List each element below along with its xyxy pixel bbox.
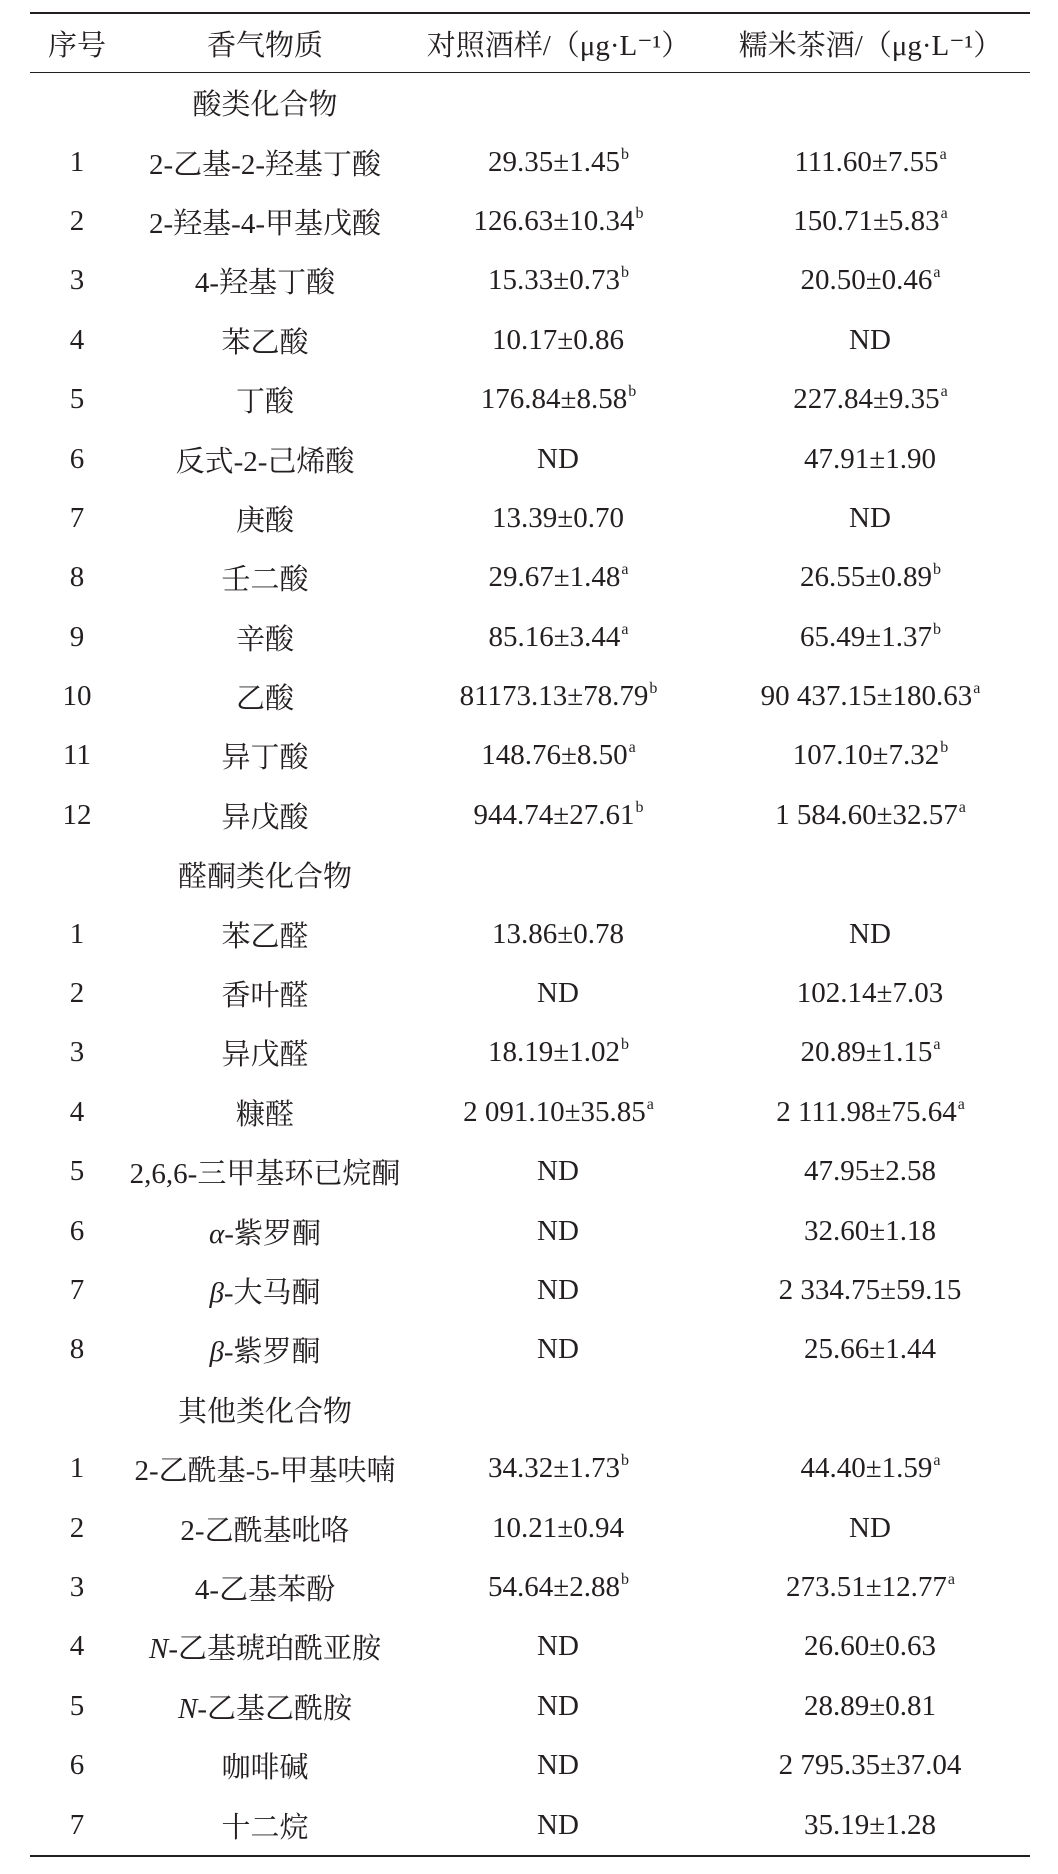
table-row bbox=[30, 251, 1030, 310]
table-row bbox=[30, 1439, 1030, 1498]
row-index: 12 bbox=[62, 798, 92, 831]
compound-name-cell bbox=[124, 1201, 406, 1260]
row-index: 2 bbox=[69, 204, 85, 237]
significance-letter: b bbox=[620, 1452, 629, 1470]
compound-name: 糠醛 bbox=[235, 1098, 294, 1131]
table-header-row bbox=[30, 13, 1030, 73]
compound-name-cell bbox=[124, 1498, 406, 1557]
category-label: 其他类化合物 bbox=[177, 1395, 352, 1428]
control-value-cell bbox=[406, 1142, 711, 1201]
significance-letter: b bbox=[932, 561, 941, 579]
compound-name: -乙基琥珀酰亚胺 bbox=[168, 1633, 381, 1666]
compound-name: 反式-2-己烯酸 bbox=[175, 445, 355, 478]
table-row bbox=[30, 964, 1030, 1023]
tea-wine-value: ND bbox=[849, 501, 891, 534]
significance-letter: b bbox=[932, 620, 941, 638]
tea-wine-value-cell bbox=[711, 1201, 1030, 1260]
compound-name-cell bbox=[124, 1795, 406, 1855]
control-value: 54.64±2.88 bbox=[488, 1570, 620, 1603]
significance-letter: b bbox=[628, 383, 637, 401]
table-row bbox=[30, 489, 1030, 548]
significance-letter: a bbox=[947, 1570, 956, 1588]
compound-name: 4-乙基苯酚 bbox=[194, 1573, 336, 1606]
control-value-cell bbox=[406, 786, 711, 845]
tea-wine-value: 150.71±5.83 bbox=[793, 204, 940, 237]
table-row bbox=[30, 370, 1030, 429]
control-value-cell bbox=[406, 904, 711, 963]
table-row bbox=[30, 1023, 1030, 1082]
tea-wine-value-cell bbox=[711, 1558, 1030, 1617]
compound-name-cell bbox=[124, 1142, 406, 1201]
row-index: 7 bbox=[69, 1274, 85, 1306]
significance-letter: a bbox=[933, 1036, 941, 1054]
control-value: 10.21±0.94 bbox=[492, 1511, 624, 1544]
aroma-compounds-table bbox=[30, 12, 1030, 1857]
table-row bbox=[30, 1795, 1030, 1855]
significance-letter: a bbox=[958, 798, 966, 816]
compound-name-cell bbox=[124, 904, 406, 963]
table-row bbox=[30, 1201, 1030, 1260]
table-row bbox=[30, 429, 1030, 488]
compound-name: 异戊醛 bbox=[221, 1039, 309, 1072]
tea-wine-value: 26.60±0.63 bbox=[804, 1630, 936, 1663]
row-index: 6 bbox=[69, 442, 85, 475]
tea-wine-value-cell bbox=[711, 251, 1030, 310]
control-value-cell bbox=[406, 1736, 711, 1795]
tea-wine-value: 111.60±7.55 bbox=[794, 145, 939, 178]
header-index: 序号 bbox=[30, 13, 124, 73]
compound-name-cell bbox=[124, 1261, 406, 1320]
control-value: 18.19±1.02 bbox=[488, 1036, 620, 1069]
significance-letter: a bbox=[621, 620, 629, 638]
tea-wine-value: ND bbox=[849, 323, 891, 356]
compound-name-cell bbox=[124, 132, 406, 191]
tea-wine-value: 65.49±1.37 bbox=[800, 620, 932, 653]
significance-letter: a bbox=[939, 145, 947, 163]
compound-name-cell bbox=[124, 192, 406, 251]
compound-name-cell bbox=[124, 548, 406, 607]
tea-wine-value: 47.91±1.90 bbox=[804, 442, 936, 475]
compound-name: 十二烷 bbox=[221, 1811, 309, 1844]
control-value: ND bbox=[537, 1333, 579, 1366]
tea-wine-value-cell bbox=[711, 1261, 1030, 1320]
compound-name-cell bbox=[124, 1439, 406, 1498]
table-row bbox=[30, 1558, 1030, 1617]
compound-name-cell bbox=[124, 1736, 406, 1795]
control-value-cell bbox=[406, 726, 711, 785]
compound-name: 异戊酸 bbox=[221, 801, 309, 834]
control-value-cell bbox=[406, 1677, 711, 1736]
table-body bbox=[30, 73, 1030, 1856]
tea-wine-value-cell bbox=[711, 548, 1030, 607]
control-value-cell bbox=[406, 1439, 711, 1498]
significance-letter: a bbox=[940, 383, 948, 401]
tea-wine-value-cell bbox=[711, 132, 1030, 191]
tea-wine-value-cell bbox=[711, 904, 1030, 963]
control-value: 10.17±0.86 bbox=[492, 323, 624, 356]
row-index: 2 bbox=[69, 977, 85, 1010]
tea-wine-value-cell bbox=[711, 429, 1030, 488]
compound-name-cell bbox=[124, 608, 406, 667]
significance-letter: a bbox=[621, 561, 629, 579]
tea-wine-value: 102.14±7.03 bbox=[796, 977, 944, 1010]
empty-cell bbox=[711, 845, 1030, 904]
row-index: 3 bbox=[69, 1570, 85, 1603]
category-index-cell bbox=[30, 845, 124, 904]
control-value-cell bbox=[406, 1320, 711, 1379]
control-value-cell bbox=[406, 1201, 711, 1260]
compound-name: 2-乙基-2-羟基丁酸 bbox=[149, 148, 381, 181]
empty-cell bbox=[406, 845, 711, 904]
control-value: ND bbox=[537, 1749, 579, 1782]
compound-name-cell bbox=[124, 667, 406, 726]
compound-prefix: N bbox=[148, 1633, 169, 1666]
tea-wine-value: 44.40±1.59 bbox=[800, 1452, 933, 1485]
row-index: 7 bbox=[30, 1795, 124, 1855]
tea-wine-value: 35.19±1.28 bbox=[804, 1808, 936, 1841]
tea-wine-value: ND bbox=[849, 1511, 891, 1544]
row-index: 7 bbox=[69, 501, 85, 534]
tea-wine-value: 2 334.75±59.15 bbox=[778, 1274, 962, 1306]
control-value: 81173.13±78.79 bbox=[459, 680, 649, 713]
table-row bbox=[30, 904, 1030, 963]
tea-wine-value: 2 111.98±75.64 bbox=[776, 1095, 957, 1128]
control-value: 34.32±1.73 bbox=[488, 1452, 620, 1485]
table-row bbox=[30, 667, 1030, 726]
category-index-cell bbox=[30, 1380, 124, 1439]
control-value: ND bbox=[537, 1689, 579, 1722]
category-label: 酸类化合物 bbox=[192, 89, 338, 122]
control-value: 13.86±0.78 bbox=[492, 917, 624, 950]
header-control-sample: 对照酒样/（μg·L⁻¹） bbox=[406, 13, 711, 73]
tea-wine-value-cell bbox=[711, 608, 1030, 667]
header-glutinous-rice-tea-wine: 糯米茶酒/（μg·L⁻¹） bbox=[711, 13, 1030, 73]
tea-wine-value: 28.89±0.81 bbox=[804, 1689, 936, 1722]
control-value-cell bbox=[406, 489, 711, 548]
control-value-cell bbox=[406, 548, 711, 607]
compound-name: 2,6,6-三甲基环已烷酮 bbox=[129, 1158, 401, 1191]
table-row bbox=[30, 726, 1030, 785]
row-index: 10 bbox=[62, 680, 92, 713]
tea-wine-value-cell bbox=[711, 964, 1030, 1023]
compound-name: -大马酮 bbox=[223, 1277, 321, 1309]
empty-cell bbox=[711, 1380, 1030, 1439]
row-index: 1 bbox=[69, 145, 85, 178]
tea-wine-value: ND bbox=[849, 917, 891, 950]
control-value-cell bbox=[406, 251, 711, 310]
tea-wine-value-cell bbox=[711, 1142, 1030, 1201]
compound-name: 香叶醛 bbox=[221, 980, 309, 1013]
category-label: 醛酮类化合物 bbox=[177, 861, 352, 894]
table-row bbox=[30, 1320, 1030, 1379]
category-row bbox=[30, 73, 1030, 133]
significance-letter: a bbox=[933, 264, 941, 282]
compound-name: 2-乙酰基-5-甲基呋喃 bbox=[134, 1455, 396, 1488]
tea-wine-value: 20.50±0.46 bbox=[800, 264, 933, 297]
table-row bbox=[30, 132, 1030, 191]
control-value-cell bbox=[406, 311, 711, 370]
compound-name: 丁酸 bbox=[235, 386, 294, 419]
category-row bbox=[30, 845, 1030, 904]
tea-wine-value-cell bbox=[711, 311, 1030, 370]
row-index: 8 bbox=[69, 561, 85, 594]
tea-wine-value-cell bbox=[711, 1439, 1030, 1498]
table-row bbox=[30, 1261, 1030, 1320]
control-value-cell bbox=[406, 1558, 711, 1617]
control-value-cell bbox=[406, 370, 711, 429]
control-value-cell bbox=[406, 1795, 711, 1855]
control-value-cell bbox=[406, 1617, 711, 1676]
compound-name-cell bbox=[124, 964, 406, 1023]
row-index: 4 bbox=[69, 1630, 85, 1663]
tea-wine-value-cell bbox=[711, 489, 1030, 548]
tea-wine-value: 107.10±7.32 bbox=[792, 739, 940, 772]
tea-wine-value-cell bbox=[711, 1498, 1030, 1557]
compound-name-cell bbox=[124, 370, 406, 429]
tea-wine-value-cell bbox=[711, 786, 1030, 845]
significance-letter: a bbox=[973, 680, 981, 698]
table-row bbox=[30, 1498, 1030, 1557]
tea-wine-value-cell bbox=[711, 1677, 1030, 1736]
control-value: 13.39±0.70 bbox=[492, 501, 624, 534]
compound-name-cell bbox=[124, 1083, 406, 1142]
control-value: 176.84±8.58 bbox=[480, 383, 628, 416]
control-value-cell bbox=[406, 192, 711, 251]
tea-wine-value-cell bbox=[711, 370, 1030, 429]
empty-cell bbox=[406, 1380, 711, 1439]
compound-prefix: α bbox=[209, 1217, 225, 1250]
compound-name: 苯乙酸 bbox=[221, 326, 309, 359]
row-index: 9 bbox=[69, 620, 85, 653]
control-value: ND bbox=[537, 1808, 579, 1841]
table-row bbox=[30, 1142, 1030, 1201]
control-value: 29.35±1.45 bbox=[488, 145, 620, 178]
control-value: 944.74±27.61 bbox=[473, 798, 635, 831]
tea-wine-value: 2 795.35±37.04 bbox=[778, 1749, 962, 1782]
tea-wine-value-cell bbox=[711, 1795, 1030, 1855]
compound-name-cell bbox=[124, 1320, 406, 1379]
tea-wine-value: 26.55±0.89 bbox=[800, 561, 932, 594]
compound-name: -乙基乙酰胺 bbox=[197, 1692, 352, 1725]
control-value-cell bbox=[406, 964, 711, 1023]
compound-name: 苯乙醛 bbox=[221, 920, 309, 953]
compound-name-cell bbox=[124, 311, 406, 370]
row-index: 4 bbox=[69, 323, 85, 356]
significance-letter: b bbox=[620, 1036, 629, 1054]
control-value: ND bbox=[537, 1155, 579, 1188]
tea-wine-value: 227.84±9.35 bbox=[793, 383, 940, 416]
tea-wine-value-cell bbox=[711, 1023, 1030, 1082]
compound-name-cell bbox=[124, 1677, 406, 1736]
row-index: 5 bbox=[69, 383, 85, 416]
tea-wine-value-cell bbox=[711, 1320, 1030, 1379]
row-index: 1 bbox=[69, 917, 85, 950]
compound-name-cell bbox=[124, 1558, 406, 1617]
compound-name: 乙酸 bbox=[235, 683, 294, 716]
control-value: 29.67±1.48 bbox=[488, 561, 621, 594]
table-row bbox=[30, 608, 1030, 667]
control-value-cell bbox=[406, 667, 711, 726]
tea-wine-value: 32.60±1.18 bbox=[804, 1214, 936, 1247]
control-value-cell bbox=[406, 429, 711, 488]
control-value: 85.16±3.44 bbox=[488, 620, 621, 653]
control-value: ND bbox=[537, 442, 579, 475]
compound-name: -紫罗酮 bbox=[223, 1336, 321, 1369]
compound-name-cell bbox=[124, 1617, 406, 1676]
table-row bbox=[30, 192, 1030, 251]
row-index: 3 bbox=[69, 264, 85, 297]
significance-letter: a bbox=[940, 204, 948, 222]
category-index-cell bbox=[30, 73, 124, 133]
tea-wine-value-cell bbox=[711, 1736, 1030, 1795]
compound-prefix: N bbox=[177, 1692, 198, 1725]
tea-wine-value-cell bbox=[711, 667, 1030, 726]
control-value: ND bbox=[537, 977, 579, 1010]
compound-name-cell bbox=[124, 429, 406, 488]
control-value: 148.76±8.50 bbox=[481, 739, 628, 772]
control-value: ND bbox=[537, 1274, 579, 1306]
row-index: 8 bbox=[69, 1333, 85, 1366]
control-value-cell bbox=[406, 1083, 711, 1142]
compound-prefix: β bbox=[209, 1277, 224, 1309]
tea-wine-value: 25.66±1.44 bbox=[804, 1333, 936, 1366]
significance-letter: a bbox=[646, 1095, 654, 1113]
table-row bbox=[30, 1617, 1030, 1676]
control-value: 15.33±0.73 bbox=[488, 264, 620, 297]
compound-name: 庚酸 bbox=[235, 504, 294, 537]
tea-wine-value-cell bbox=[711, 192, 1030, 251]
table-row bbox=[30, 786, 1030, 845]
row-index: 5 bbox=[69, 1689, 85, 1722]
tea-wine-value: 47.95±2.58 bbox=[804, 1155, 936, 1188]
tea-wine-value: 1 584.60±32.57 bbox=[775, 798, 958, 831]
tea-wine-value-cell bbox=[711, 726, 1030, 785]
compound-name-cell bbox=[124, 489, 406, 548]
compound-name-cell bbox=[124, 786, 406, 845]
compound-prefix: β bbox=[209, 1336, 224, 1369]
header-compound: 香气物质 bbox=[124, 13, 406, 73]
control-value: ND bbox=[537, 1630, 579, 1663]
compound-name: 异丁酸 bbox=[221, 742, 309, 775]
tea-wine-value-cell bbox=[711, 1083, 1030, 1142]
control-value: 126.63±10.34 bbox=[473, 204, 635, 237]
significance-letter: b bbox=[620, 1570, 629, 1588]
significance-letter: b bbox=[649, 680, 658, 698]
control-value: ND bbox=[537, 1214, 579, 1247]
row-index: 4 bbox=[69, 1095, 85, 1128]
category-row bbox=[30, 1380, 1030, 1439]
compound-name-cell bbox=[124, 251, 406, 310]
table-row bbox=[30, 311, 1030, 370]
row-index: 6 bbox=[69, 1749, 85, 1782]
tea-wine-value: 273.51±12.77 bbox=[785, 1570, 947, 1603]
control-value: 2 091.10±35.85 bbox=[463, 1095, 646, 1128]
compound-name: 4-羟基丁酸 bbox=[194, 267, 336, 300]
table-row bbox=[30, 1677, 1030, 1736]
tea-wine-value: 20.89±1.15 bbox=[800, 1036, 933, 1069]
control-value-cell bbox=[406, 1023, 711, 1082]
significance-letter: a bbox=[628, 739, 636, 757]
table-row bbox=[30, 548, 1030, 607]
control-value-cell bbox=[406, 132, 711, 191]
significance-letter: b bbox=[635, 204, 644, 222]
tea-wine-value: 90 437.15±180.63 bbox=[760, 680, 973, 713]
compound-name: 辛酸 bbox=[235, 623, 294, 656]
significance-letter: b bbox=[940, 739, 949, 757]
significance-letter: b bbox=[620, 145, 629, 163]
control-value-cell bbox=[406, 1498, 711, 1557]
tea-wine-value-cell bbox=[711, 1617, 1030, 1676]
empty-cell bbox=[711, 73, 1030, 133]
compound-name: 2-乙酰基吡咯 bbox=[180, 1514, 350, 1547]
significance-letter: b bbox=[635, 798, 644, 816]
row-index: 1 bbox=[69, 1452, 85, 1485]
compound-name-cell bbox=[124, 726, 406, 785]
significance-letter: a bbox=[957, 1095, 965, 1113]
compound-name-cell bbox=[124, 1023, 406, 1082]
compound-name: 咖啡碱 bbox=[221, 1752, 309, 1785]
compound-name: -紫罗酮 bbox=[224, 1217, 321, 1250]
row-index: 6 bbox=[69, 1214, 85, 1247]
row-index: 5 bbox=[69, 1155, 85, 1188]
compound-name: 2-羟基-4-甲基戊酸 bbox=[149, 207, 381, 240]
compound-name: 壬二酸 bbox=[221, 564, 309, 597]
row-index: 2 bbox=[69, 1511, 85, 1544]
empty-cell bbox=[406, 73, 711, 133]
significance-letter: b bbox=[620, 264, 629, 282]
table-row bbox=[30, 1736, 1030, 1795]
table-row bbox=[30, 1083, 1030, 1142]
control-value-cell bbox=[406, 608, 711, 667]
row-index: 3 bbox=[69, 1036, 85, 1069]
row-index: 11 bbox=[63, 739, 91, 772]
control-value-cell bbox=[406, 1261, 711, 1320]
significance-letter: a bbox=[933, 1452, 941, 1470]
